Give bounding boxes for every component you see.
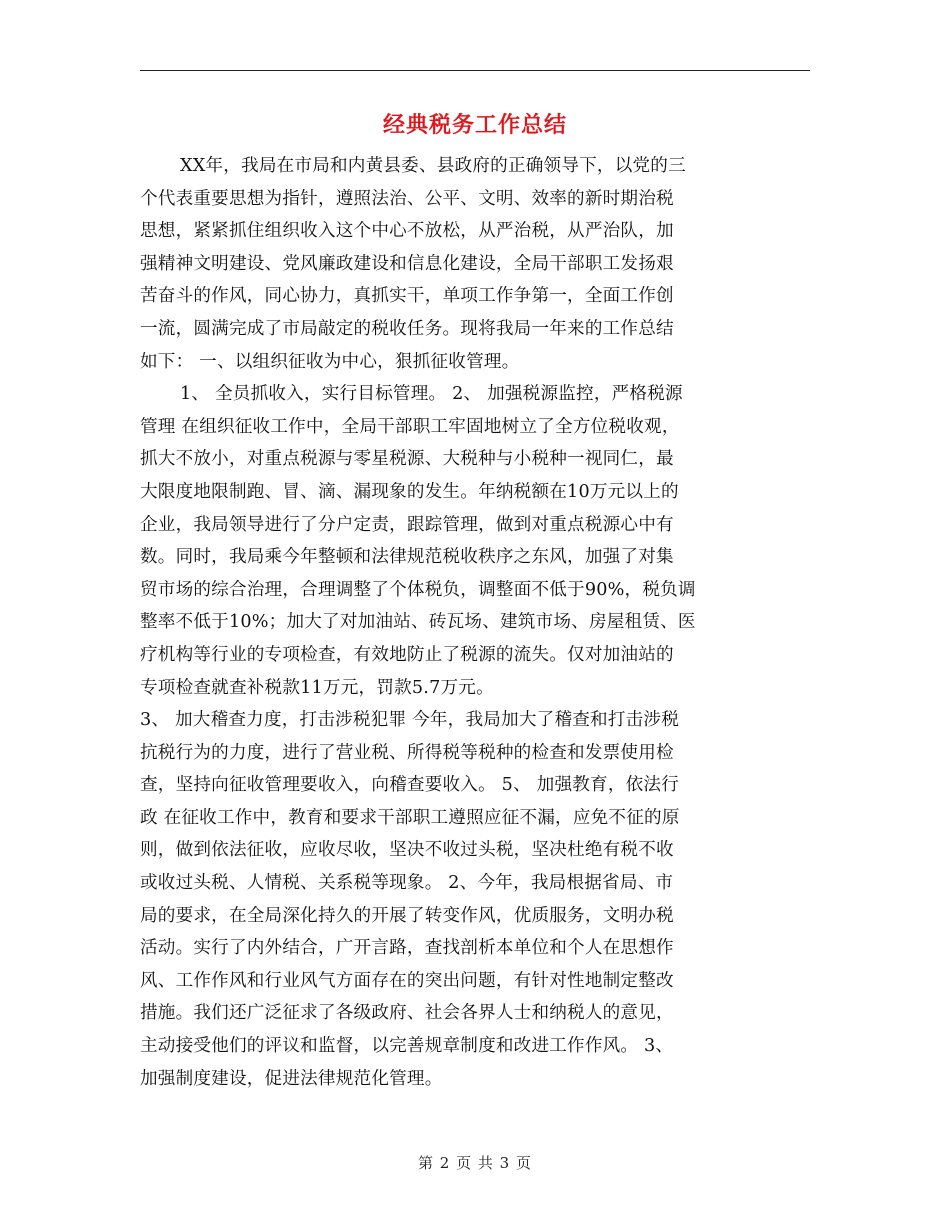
- body-line: 或收过头税、人情税、关系税等现象。 2、今年，我局根据省局、市: [140, 873, 674, 894]
- body-line: 苦奋斗的作风，同心协力，真抓实干，单项工作争第一，全面工作创: [140, 286, 674, 307]
- body-line: 3、 加大稽查力度，打击涉税犯罪 今年，我局加大了稽查和打击涉税: [140, 710, 680, 731]
- body-line: 政 在征收工作中，教育和要求干部职工遵照应征不漏，应免不征的原: [140, 807, 680, 828]
- body-line: 个代表重要思想为指针，遵照法治、公平、文明、效率的新时期治税: [140, 188, 674, 209]
- body-line: 管理 在组织征收工作中，全局干部职工牢固地树立了全方位税收观，: [140, 416, 680, 437]
- header-rule: [140, 70, 810, 71]
- body-line: 疗机构等行业的专项检查，有效地防止了税源的流失。仅对加油站的: [140, 644, 674, 665]
- body-line: 则，做到依法征收，应收尽收，坚决不收过头税，坚决杜绝有税不收: [140, 840, 674, 861]
- body-line: 风、工作作风和行业风气方面存在的突出问题，有针对性地制定整改: [140, 970, 674, 991]
- body-line: 强精神文明建设、党风廉政建设和信息化建设，全局干部职工发扬艰: [140, 253, 674, 274]
- body-line: XX年，我局在市局和内黄县委、县政府的正确领导下，以党的三: [180, 156, 686, 176]
- body-line: 如下： 一、以组织征收为中心，狠抓征收管理。: [140, 351, 520, 372]
- body-line: 查，坚持向征收管理要收入，向稽查要收入。 5、 加强教育，依法行: [140, 775, 680, 796]
- body-line: 大限度地限制跑、冒、滴、漏现象的发生。年纳税额在10万元以上的: [140, 481, 679, 502]
- body-line: 局的要求，在全局深化持久的开展了转变作风，优质服务，文明办税: [140, 905, 674, 926]
- page-number-footer: 第 2 页 共 3 页: [418, 1154, 532, 1172]
- body-line: 主动接受他们的评议和监督，以完善规章制度和改进工作作风。 3、: [140, 1036, 674, 1057]
- body-line: 1、 全员抓收入，实行目标管理。 2、 加强税源监控，严格税源: [180, 384, 683, 405]
- body-line: 数。同时，我局乘今年整顿和法律规范税收秩序之东风，加强了对集: [140, 547, 674, 568]
- body-line: 思想，紧紧抓住组织收入这个中心不放松，从严治税，从严治队，加: [140, 221, 674, 242]
- body-line: 企业，我局领导进行了分户定责，跟踪管理，做到对重点税源心中有: [140, 514, 674, 535]
- document-title: 经典税务工作总结: [382, 112, 567, 138]
- body-line: 专项检查就查补税款11万元，罚款5.7万元。: [140, 677, 494, 698]
- body-line: 措施。我们还广泛征求了各级政府、社会各界人士和纳税人的意见，: [140, 1003, 674, 1024]
- body-line: 抗税行为的力度，进行了营业税、所得税等税种的检查和发票使用检: [140, 742, 674, 763]
- body-line: 一流，圆满完成了市局敲定的税收任务。现将我局一年来的工作总结: [140, 318, 674, 339]
- body-line: 贸市场的综合治理，合理调整了个体税负，调整面不低于90%，税负调: [140, 579, 696, 600]
- body-line: 活动。实行了内外结合，广开言路，查找剖析本单位和个人在思想作: [140, 938, 674, 959]
- body-line: 抓大不放小，对重点税源与零星税源、大税种与小税种一视同仁，最: [140, 449, 674, 470]
- body-line: 加强制度建设，促进法律规范化管理。: [140, 1068, 443, 1089]
- body-line: 整率不低于10%；加大了对加油站、砖瓦场、建筑市场、房屋租赁、医: [140, 612, 696, 633]
- document-body: [140, 150, 812, 1095]
